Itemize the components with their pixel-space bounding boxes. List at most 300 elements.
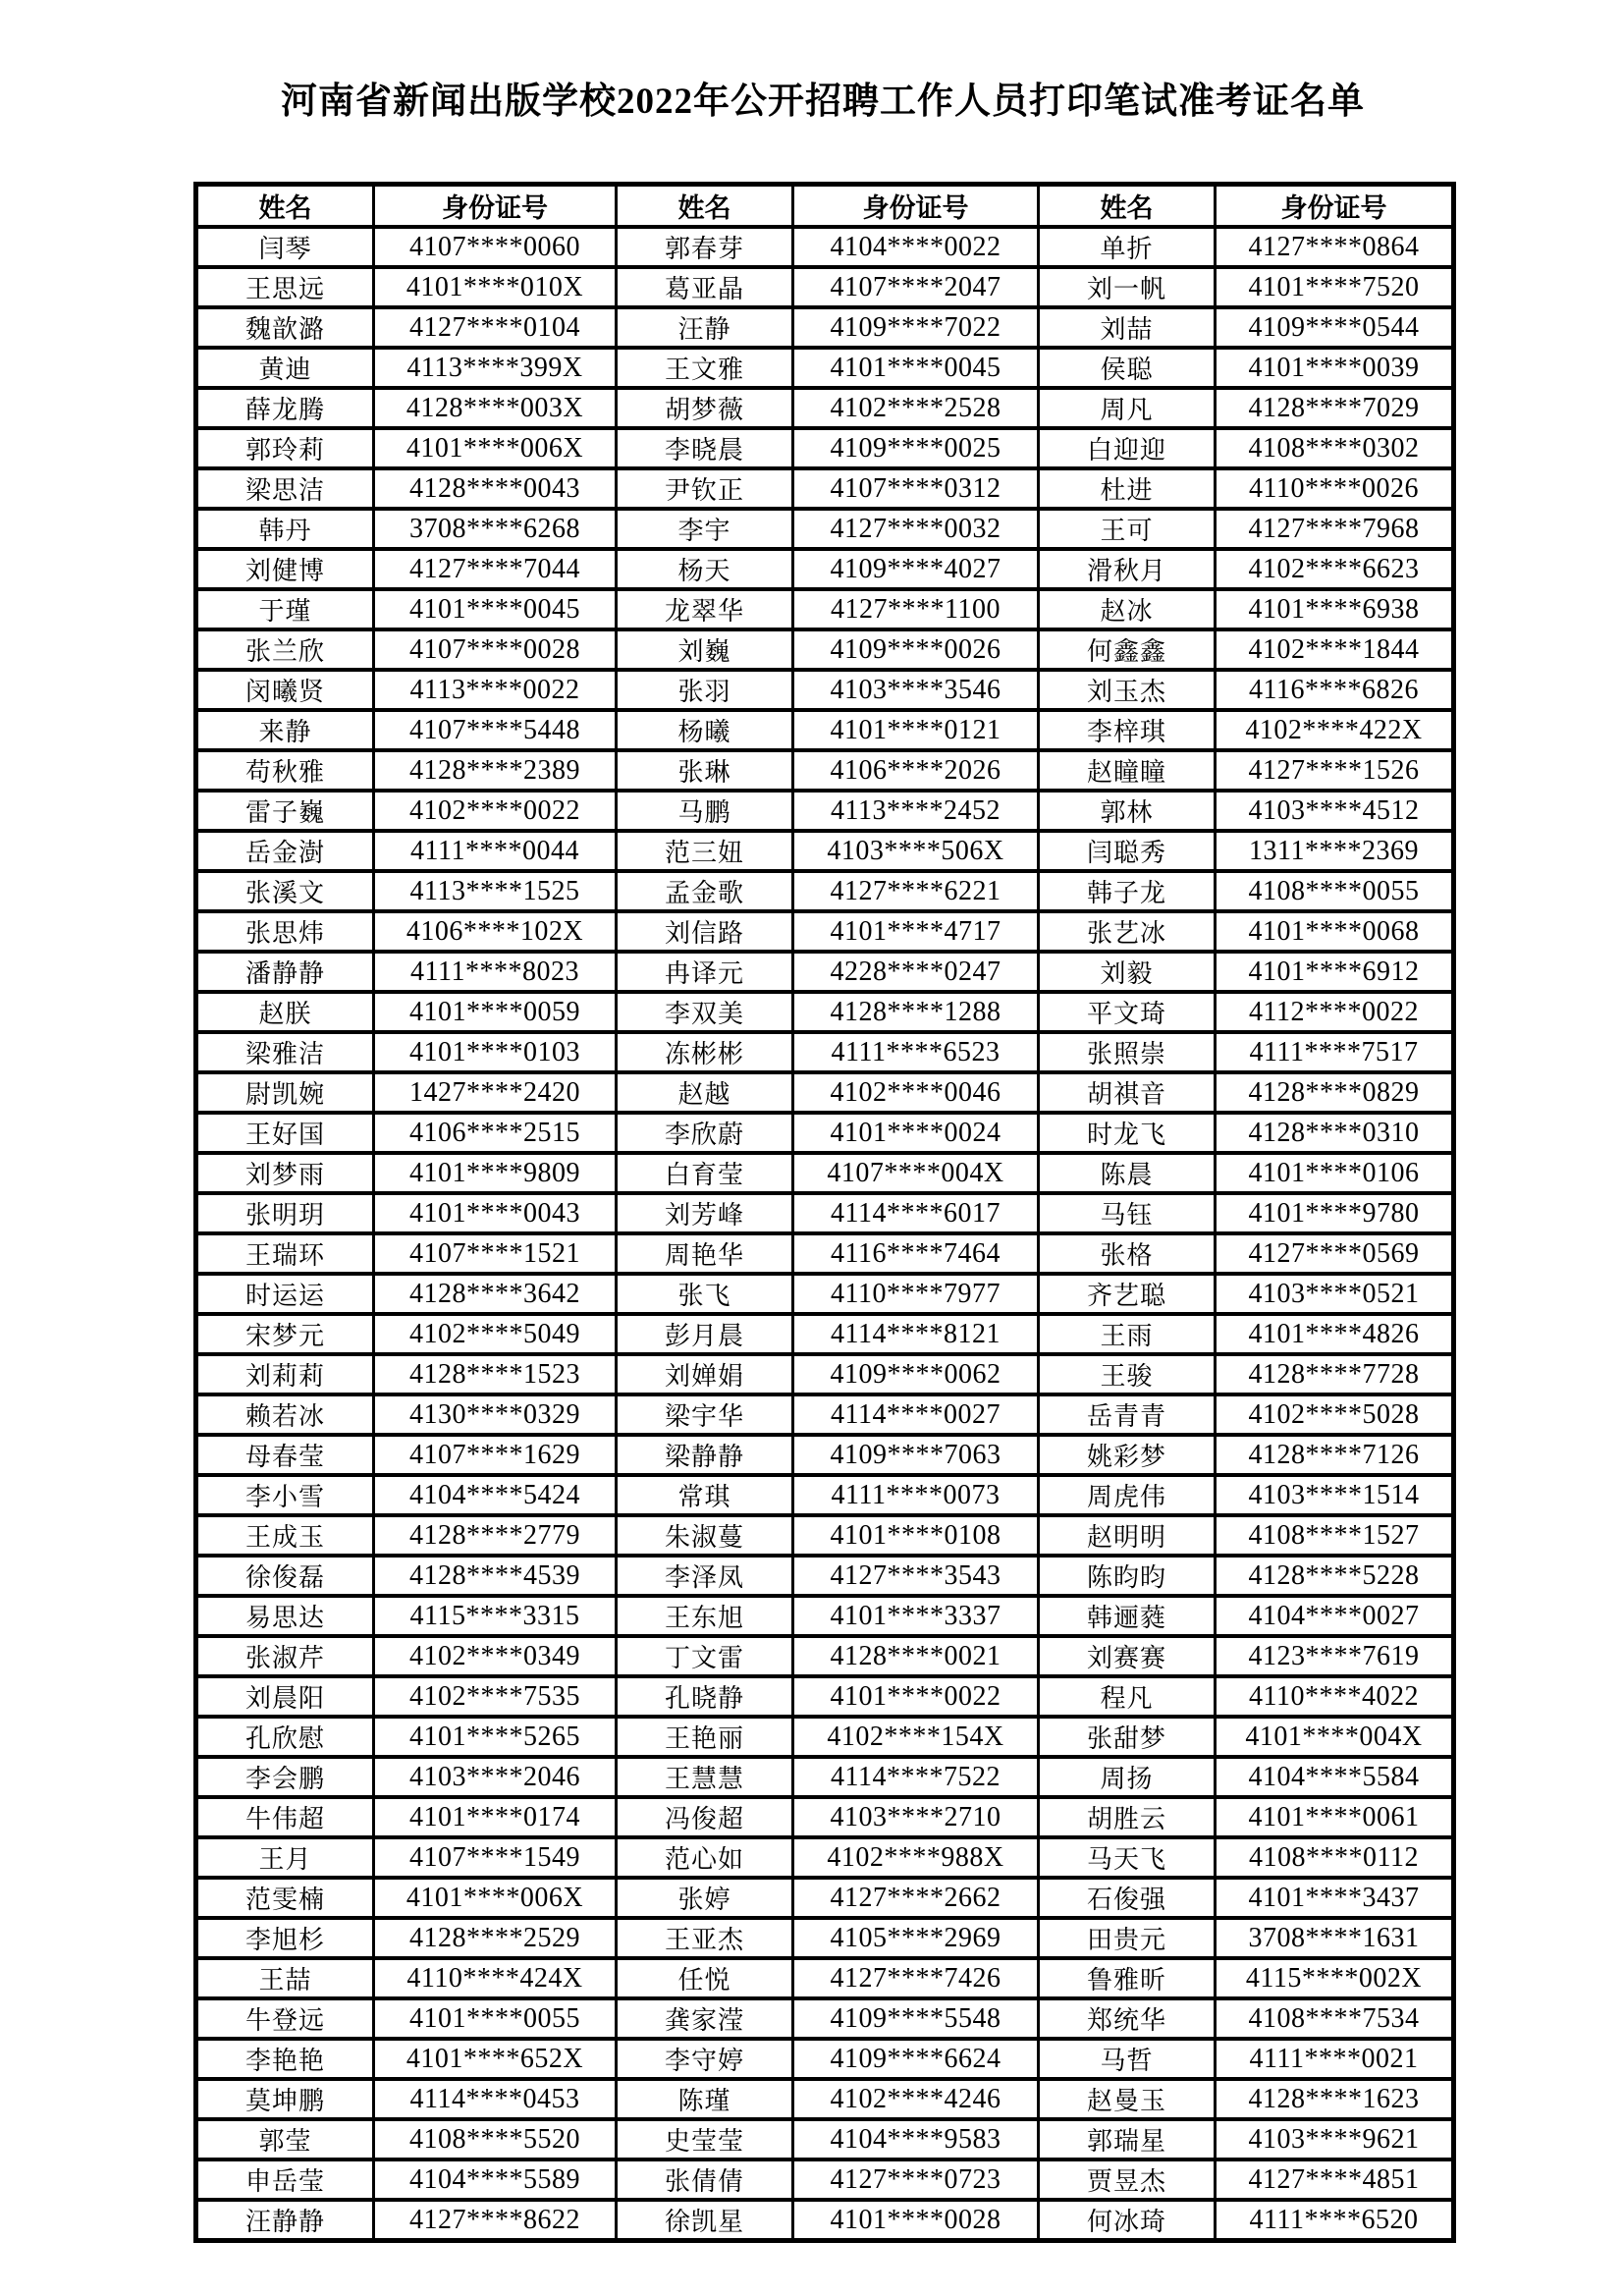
name-cell: 郭春芽 bbox=[617, 227, 793, 267]
table-row bbox=[196, 2039, 1454, 2079]
name-cell: 郭玲莉 bbox=[196, 428, 374, 468]
id-cell: 4111****8023 bbox=[374, 952, 617, 992]
name-cell: 申岳莹 bbox=[196, 2159, 374, 2200]
table-row bbox=[196, 1998, 1454, 2039]
name-cell: 王好国 bbox=[196, 1113, 374, 1153]
name-cell: 尹钦正 bbox=[617, 468, 793, 509]
table-row bbox=[196, 2159, 1454, 2200]
name-cell: 张淑芹 bbox=[196, 1636, 374, 1676]
table-row bbox=[196, 1193, 1454, 1233]
id-cell: 4128****2389 bbox=[374, 750, 617, 791]
name-cell: 尉凯婉 bbox=[196, 1072, 374, 1113]
name-cell: 刘毅 bbox=[1039, 952, 1216, 992]
id-cell: 4103****506X bbox=[793, 831, 1039, 871]
id-cell: 4130****0329 bbox=[374, 1394, 617, 1435]
id-cell: 4127****0032 bbox=[793, 509, 1039, 549]
name-cell: 李小雪 bbox=[196, 1475, 374, 1515]
id-cell: 4101****0174 bbox=[374, 1797, 617, 1837]
id-cell: 4101****3437 bbox=[1216, 1878, 1454, 1918]
name-cell: 朱淑蔓 bbox=[617, 1515, 793, 1556]
name-cell: 胡胜云 bbox=[1039, 1797, 1216, 1837]
id-cell: 4128****7029 bbox=[1216, 388, 1454, 428]
name-cell: 刘晨阳 bbox=[196, 1676, 374, 1717]
name-cell: 鲁雅昕 bbox=[1039, 1958, 1216, 1998]
id-cell: 4128****5228 bbox=[1216, 1556, 1454, 1596]
name-cell: 葛亚晶 bbox=[617, 267, 793, 307]
id-cell: 4102****7535 bbox=[374, 1676, 617, 1717]
name-cell: 齐艺聪 bbox=[1039, 1274, 1216, 1314]
header-id-col: 身份证号 bbox=[793, 185, 1039, 228]
id-cell: 4102****154X bbox=[793, 1717, 1039, 1757]
name-cell: 张明玥 bbox=[196, 1193, 374, 1233]
table-row bbox=[196, 952, 1454, 992]
id-cell: 4101****652X bbox=[374, 2039, 617, 2079]
id-cell: 4107****1629 bbox=[374, 1435, 617, 1475]
id-cell: 4104****5424 bbox=[374, 1475, 617, 1515]
id-cell: 4109****4027 bbox=[793, 549, 1039, 589]
name-cell: 王艳丽 bbox=[617, 1717, 793, 1757]
id-cell: 4107****0312 bbox=[793, 468, 1039, 509]
id-cell: 4108****0055 bbox=[1216, 871, 1454, 911]
name-cell: 张溪文 bbox=[196, 871, 374, 911]
roster-body bbox=[196, 227, 1454, 2241]
name-cell: 龚家滢 bbox=[617, 1998, 793, 2039]
header-id-col: 身份证号 bbox=[1216, 185, 1454, 228]
name-cell: 单折 bbox=[1039, 227, 1216, 267]
name-cell: 范雯楠 bbox=[196, 1878, 374, 1918]
name-cell: 马鹏 bbox=[617, 791, 793, 831]
id-cell: 4110****7977 bbox=[793, 1274, 1039, 1314]
name-cell: 王成玉 bbox=[196, 1515, 374, 1556]
name-cell: 郭瑞星 bbox=[1039, 2119, 1216, 2159]
id-cell: 4106****2515 bbox=[374, 1113, 617, 1153]
name-cell: 李梓琪 bbox=[1039, 710, 1216, 750]
name-cell: 薛龙腾 bbox=[196, 388, 374, 428]
id-cell: 4101****0039 bbox=[1216, 348, 1454, 388]
table-row bbox=[196, 1233, 1454, 1274]
name-cell: 任悦 bbox=[617, 1958, 793, 1998]
table-row bbox=[196, 348, 1454, 388]
id-cell: 4128****0021 bbox=[793, 1636, 1039, 1676]
id-cell: 4103****1514 bbox=[1216, 1475, 1454, 1515]
table-row bbox=[196, 1757, 1454, 1797]
table-row bbox=[196, 1958, 1454, 1998]
id-cell: 4111****0073 bbox=[793, 1475, 1039, 1515]
id-cell: 4127****1526 bbox=[1216, 750, 1454, 791]
table-row bbox=[196, 589, 1454, 629]
name-cell: 王骏 bbox=[1039, 1354, 1216, 1394]
id-cell: 4101****0106 bbox=[1216, 1153, 1454, 1193]
name-cell: 程凡 bbox=[1039, 1676, 1216, 1717]
name-cell: 杜进 bbox=[1039, 468, 1216, 509]
id-cell: 4102****1844 bbox=[1216, 629, 1454, 670]
name-cell: 赵瞳瞳 bbox=[1039, 750, 1216, 791]
id-cell: 4101****0121 bbox=[793, 710, 1039, 750]
name-cell: 刘莉莉 bbox=[196, 1354, 374, 1394]
table-row bbox=[196, 1113, 1454, 1153]
name-cell: 赵曼玉 bbox=[1039, 2079, 1216, 2119]
name-cell: 史莹莹 bbox=[617, 2119, 793, 2159]
name-cell: 王瑞环 bbox=[196, 1233, 374, 1274]
id-cell: 4110****424X bbox=[374, 1958, 617, 1998]
table-row bbox=[196, 1394, 1454, 1435]
name-cell: 刘喆 bbox=[1039, 307, 1216, 348]
id-cell: 4109****6624 bbox=[793, 2039, 1039, 2079]
table-row bbox=[196, 1636, 1454, 1676]
table-row bbox=[196, 1797, 1454, 1837]
name-cell: 贾昱杰 bbox=[1039, 2159, 1216, 2200]
name-cell: 郑统华 bbox=[1039, 1998, 1216, 2039]
table-row bbox=[196, 1032, 1454, 1072]
table-row bbox=[196, 1676, 1454, 1717]
id-cell: 4128****1288 bbox=[793, 992, 1039, 1032]
id-cell: 4102****0022 bbox=[374, 791, 617, 831]
name-cell: 刘赛赛 bbox=[1039, 1636, 1216, 1676]
id-cell: 4102****4246 bbox=[793, 2079, 1039, 2119]
name-cell: 刘信路 bbox=[617, 911, 793, 952]
name-cell: 赖若冰 bbox=[196, 1394, 374, 1435]
name-cell: 李晓晨 bbox=[617, 428, 793, 468]
id-cell: 4101****0028 bbox=[793, 2200, 1039, 2241]
id-cell: 4102****0046 bbox=[793, 1072, 1039, 1113]
name-cell: 张羽 bbox=[617, 670, 793, 710]
name-cell: 易思达 bbox=[196, 1596, 374, 1636]
id-cell: 4123****7619 bbox=[1216, 1636, 1454, 1676]
id-cell: 4127****8622 bbox=[374, 2200, 617, 2241]
name-cell: 牛登远 bbox=[196, 1998, 374, 2039]
name-cell: 李双美 bbox=[617, 992, 793, 1032]
id-cell: 4101****006X bbox=[374, 1878, 617, 1918]
table-row bbox=[196, 1153, 1454, 1193]
name-cell: 王可 bbox=[1039, 509, 1216, 549]
name-cell: 闫琴 bbox=[196, 227, 374, 267]
name-cell: 闫聪秀 bbox=[1039, 831, 1216, 871]
name-cell: 母春莹 bbox=[196, 1435, 374, 1475]
id-cell: 4101****0108 bbox=[793, 1515, 1039, 1556]
id-cell: 4104****0027 bbox=[1216, 1596, 1454, 1636]
name-cell: 王文雅 bbox=[617, 348, 793, 388]
name-cell: 丁文雷 bbox=[617, 1636, 793, 1676]
name-cell: 赵冰 bbox=[1039, 589, 1216, 629]
name-cell: 王月 bbox=[196, 1837, 374, 1878]
id-cell: 4109****0026 bbox=[793, 629, 1039, 670]
name-cell: 周凡 bbox=[1039, 388, 1216, 428]
id-cell: 4127****7426 bbox=[793, 1958, 1039, 1998]
table-row bbox=[196, 629, 1454, 670]
id-cell: 4101****9780 bbox=[1216, 1193, 1454, 1233]
name-cell: 范三妞 bbox=[617, 831, 793, 871]
name-cell: 韩子龙 bbox=[1039, 871, 1216, 911]
name-cell: 马天飞 bbox=[1039, 1837, 1216, 1878]
id-cell: 4106****102X bbox=[374, 911, 617, 952]
id-cell: 4102****2528 bbox=[793, 388, 1039, 428]
name-cell: 梁雅洁 bbox=[196, 1032, 374, 1072]
name-cell: 黄迪 bbox=[196, 348, 374, 388]
name-cell: 李泽凤 bbox=[617, 1556, 793, 1596]
id-cell: 4102****988X bbox=[793, 1837, 1039, 1878]
name-cell: 梁思洁 bbox=[196, 468, 374, 509]
name-cell: 滑秋月 bbox=[1039, 549, 1216, 589]
name-cell: 龙翠华 bbox=[617, 589, 793, 629]
table-row bbox=[196, 750, 1454, 791]
table-row bbox=[196, 1596, 1454, 1636]
id-cell: 1427****2420 bbox=[374, 1072, 617, 1113]
id-cell: 4102****0349 bbox=[374, 1636, 617, 1676]
name-cell: 徐凯星 bbox=[617, 2200, 793, 2241]
name-cell: 范心如 bbox=[617, 1837, 793, 1878]
id-cell: 4104****9583 bbox=[793, 2119, 1039, 2159]
id-cell: 4104****0022 bbox=[793, 227, 1039, 267]
id-cell: 4103****9621 bbox=[1216, 2119, 1454, 2159]
name-cell: 张婷 bbox=[617, 1878, 793, 1918]
name-cell: 李宇 bbox=[617, 509, 793, 549]
name-cell: 时运运 bbox=[196, 1274, 374, 1314]
name-cell: 王喆 bbox=[196, 1958, 374, 1998]
name-cell: 白育莹 bbox=[617, 1153, 793, 1193]
id-cell: 4116****7464 bbox=[793, 1233, 1039, 1274]
table-row bbox=[196, 1837, 1454, 1878]
name-cell: 岳青青 bbox=[1039, 1394, 1216, 1435]
id-cell: 4116****6826 bbox=[1216, 670, 1454, 710]
id-cell: 4111****6520 bbox=[1216, 2200, 1454, 2241]
id-cell: 4107****004X bbox=[793, 1153, 1039, 1193]
table-row bbox=[196, 670, 1454, 710]
name-cell: 孟金歌 bbox=[617, 871, 793, 911]
id-cell: 3708****1631 bbox=[1216, 1918, 1454, 1958]
table-row bbox=[196, 1918, 1454, 1958]
id-cell: 4101****0103 bbox=[374, 1032, 617, 1072]
name-cell: 张艺冰 bbox=[1039, 911, 1216, 952]
name-cell: 刘婵娟 bbox=[617, 1354, 793, 1394]
page-title: 河南省新闻出版学校2022年公开招聘工作人员打印笔试准考证名单 bbox=[281, 82, 1365, 122]
id-cell: 3708****6268 bbox=[374, 509, 617, 549]
name-cell: 胡祺音 bbox=[1039, 1072, 1216, 1113]
id-cell: 4104****5589 bbox=[374, 2159, 617, 2200]
table-row bbox=[196, 1274, 1454, 1314]
id-cell: 4128****4539 bbox=[374, 1556, 617, 1596]
id-cell: 4128****3642 bbox=[374, 1274, 617, 1314]
id-cell: 4101****3337 bbox=[793, 1596, 1039, 1636]
table-row bbox=[196, 388, 1454, 428]
id-cell: 4128****0043 bbox=[374, 468, 617, 509]
name-cell: 王亚杰 bbox=[617, 1918, 793, 1958]
name-cell: 张照崇 bbox=[1039, 1032, 1216, 1072]
id-cell: 4128****7126 bbox=[1216, 1435, 1454, 1475]
name-cell: 张甜梦 bbox=[1039, 1717, 1216, 1757]
id-cell: 4101****5265 bbox=[374, 1717, 617, 1757]
id-cell: 4128****2529 bbox=[374, 1918, 617, 1958]
name-cell: 何鑫鑫 bbox=[1039, 629, 1216, 670]
name-cell: 陈瑾 bbox=[617, 2079, 793, 2119]
id-cell: 4103****2710 bbox=[793, 1797, 1039, 1837]
table-row bbox=[196, 307, 1454, 348]
name-cell: 张倩倩 bbox=[617, 2159, 793, 2200]
name-cell: 张飞 bbox=[617, 1274, 793, 1314]
id-cell: 4127****0569 bbox=[1216, 1233, 1454, 1274]
id-cell: 4114****7522 bbox=[793, 1757, 1039, 1797]
id-cell: 4101****0024 bbox=[793, 1113, 1039, 1153]
name-cell: 刘玉杰 bbox=[1039, 670, 1216, 710]
id-cell: 4101****7520 bbox=[1216, 267, 1454, 307]
id-cell: 4109****0544 bbox=[1216, 307, 1454, 348]
table-row bbox=[196, 468, 1454, 509]
name-cell: 杨曦 bbox=[617, 710, 793, 750]
id-cell: 1311****2369 bbox=[1216, 831, 1454, 871]
id-cell: 4113****0022 bbox=[374, 670, 617, 710]
id-cell: 4127****0864 bbox=[1216, 227, 1454, 267]
id-cell: 4113****1525 bbox=[374, 871, 617, 911]
name-cell: 王东旭 bbox=[617, 1596, 793, 1636]
name-cell: 张思炜 bbox=[196, 911, 374, 952]
name-cell: 马钰 bbox=[1039, 1193, 1216, 1233]
name-cell: 陈晨 bbox=[1039, 1153, 1216, 1193]
id-cell: 4114****0453 bbox=[374, 2079, 617, 2119]
table-row bbox=[196, 227, 1454, 267]
name-cell: 李欣蔚 bbox=[617, 1113, 793, 1153]
table-row bbox=[196, 871, 1454, 911]
table-row bbox=[196, 1515, 1454, 1556]
id-cell: 4127****4851 bbox=[1216, 2159, 1454, 2200]
id-cell: 4127****0104 bbox=[374, 307, 617, 348]
name-cell: 汪静 bbox=[617, 307, 793, 348]
table-row bbox=[196, 1475, 1454, 1515]
id-cell: 4101****0045 bbox=[793, 348, 1039, 388]
id-cell: 4101****004X bbox=[1216, 1717, 1454, 1757]
name-cell: 梁宇华 bbox=[617, 1394, 793, 1435]
roster-table bbox=[193, 182, 1456, 2243]
name-cell: 雷子巍 bbox=[196, 791, 374, 831]
table-row bbox=[196, 1072, 1454, 1113]
table-row bbox=[196, 2079, 1454, 2119]
id-cell: 4114****0027 bbox=[793, 1394, 1039, 1435]
id-cell: 4127****7968 bbox=[1216, 509, 1454, 549]
id-cell: 4101****010X bbox=[374, 267, 617, 307]
name-cell: 时龙飞 bbox=[1039, 1113, 1216, 1153]
name-cell: 李旭杉 bbox=[196, 1918, 374, 1958]
id-cell: 4104****5584 bbox=[1216, 1757, 1454, 1797]
name-cell: 岳金澍 bbox=[196, 831, 374, 871]
id-cell: 4101****9809 bbox=[374, 1153, 617, 1193]
id-cell: 4127****0723 bbox=[793, 2159, 1039, 2200]
id-cell: 4101****0043 bbox=[374, 1193, 617, 1233]
id-cell: 4107****5448 bbox=[374, 710, 617, 750]
table-row bbox=[196, 710, 1454, 750]
name-cell: 徐俊磊 bbox=[196, 1556, 374, 1596]
id-cell: 4111****7517 bbox=[1216, 1032, 1454, 1072]
id-cell: 4102****5028 bbox=[1216, 1394, 1454, 1435]
id-cell: 4108****0112 bbox=[1216, 1837, 1454, 1878]
id-cell: 4114****6017 bbox=[793, 1193, 1039, 1233]
name-cell: 赵明明 bbox=[1039, 1515, 1216, 1556]
name-cell: 韩丹 bbox=[196, 509, 374, 549]
name-cell: 冯俊超 bbox=[617, 1797, 793, 1837]
name-cell: 牛伟超 bbox=[196, 1797, 374, 1837]
id-cell: 4102****5049 bbox=[374, 1314, 617, 1354]
name-cell: 陈昀昀 bbox=[1039, 1556, 1216, 1596]
id-cell: 4111****0044 bbox=[374, 831, 617, 871]
id-cell: 4101****006X bbox=[374, 428, 617, 468]
name-cell: 彭月晨 bbox=[617, 1314, 793, 1354]
id-cell: 4108****0302 bbox=[1216, 428, 1454, 468]
id-cell: 4111****6523 bbox=[793, 1032, 1039, 1072]
name-cell: 孔欣慰 bbox=[196, 1717, 374, 1757]
name-cell: 李会鹏 bbox=[196, 1757, 374, 1797]
table-row bbox=[196, 831, 1454, 871]
name-cell: 张兰欣 bbox=[196, 629, 374, 670]
id-cell: 4101****6912 bbox=[1216, 952, 1454, 992]
name-cell: 张琳 bbox=[617, 750, 793, 791]
id-cell: 4115****002X bbox=[1216, 1958, 1454, 1998]
name-cell: 赵越 bbox=[617, 1072, 793, 1113]
table-row bbox=[196, 509, 1454, 549]
id-cell: 4102****422X bbox=[1216, 710, 1454, 750]
id-cell: 4108****7534 bbox=[1216, 1998, 1454, 2039]
id-cell: 4112****0022 bbox=[1216, 992, 1454, 1032]
name-cell: 苟秋雅 bbox=[196, 750, 374, 791]
id-cell: 4128****003X bbox=[374, 388, 617, 428]
id-cell: 4128****7728 bbox=[1216, 1354, 1454, 1394]
id-cell: 4110****4022 bbox=[1216, 1676, 1454, 1717]
id-cell: 4109****0062 bbox=[793, 1354, 1039, 1394]
id-cell: 4128****0829 bbox=[1216, 1072, 1454, 1113]
id-cell: 4105****2969 bbox=[793, 1918, 1039, 1958]
name-cell: 潘静静 bbox=[196, 952, 374, 992]
name-cell: 刘巍 bbox=[617, 629, 793, 670]
header-name-col: 姓名 bbox=[196, 185, 374, 228]
id-cell: 4101****0068 bbox=[1216, 911, 1454, 952]
name-cell: 常琪 bbox=[617, 1475, 793, 1515]
name-cell: 平文琦 bbox=[1039, 992, 1216, 1032]
name-cell: 郭林 bbox=[1039, 791, 1216, 831]
name-cell: 石俊强 bbox=[1039, 1878, 1216, 1918]
header-name-col: 姓名 bbox=[617, 185, 793, 228]
id-cell: 4103****3546 bbox=[793, 670, 1039, 710]
roster-header-row bbox=[196, 185, 1454, 228]
name-cell: 梁静静 bbox=[617, 1435, 793, 1475]
name-cell: 冉译元 bbox=[617, 952, 793, 992]
id-cell: 4101****0061 bbox=[1216, 1797, 1454, 1837]
id-cell: 4128****0310 bbox=[1216, 1113, 1454, 1153]
name-cell: 何冰琦 bbox=[1039, 2200, 1216, 2241]
name-cell: 刘健博 bbox=[196, 549, 374, 589]
id-cell: 4108****1527 bbox=[1216, 1515, 1454, 1556]
name-cell: 刘芳峰 bbox=[617, 1193, 793, 1233]
name-cell: 韩逦蕤 bbox=[1039, 1596, 1216, 1636]
table-row bbox=[196, 1354, 1454, 1394]
table-row bbox=[196, 549, 1454, 589]
id-cell: 4107****1521 bbox=[374, 1233, 617, 1274]
id-cell: 4101****0045 bbox=[374, 589, 617, 629]
id-cell: 4103****0521 bbox=[1216, 1274, 1454, 1314]
name-cell: 田贵元 bbox=[1039, 1918, 1216, 1958]
id-cell: 4127****1100 bbox=[793, 589, 1039, 629]
id-cell: 4114****8121 bbox=[793, 1314, 1039, 1354]
name-cell: 侯聪 bbox=[1039, 348, 1216, 388]
id-cell: 4101****0055 bbox=[374, 1998, 617, 2039]
name-cell: 胡梦薇 bbox=[617, 388, 793, 428]
name-cell: 于瑾 bbox=[196, 589, 374, 629]
id-cell: 4115****3315 bbox=[374, 1596, 617, 1636]
name-cell: 张格 bbox=[1039, 1233, 1216, 1274]
name-cell: 姚彩梦 bbox=[1039, 1435, 1216, 1475]
name-cell: 李艳艳 bbox=[196, 2039, 374, 2079]
id-cell: 4127****6221 bbox=[793, 871, 1039, 911]
name-cell: 冻彬彬 bbox=[617, 1032, 793, 1072]
name-cell: 赵朕 bbox=[196, 992, 374, 1032]
id-cell: 4101****4717 bbox=[793, 911, 1039, 952]
table-row bbox=[196, 911, 1454, 952]
id-cell: 4101****0022 bbox=[793, 1676, 1039, 1717]
